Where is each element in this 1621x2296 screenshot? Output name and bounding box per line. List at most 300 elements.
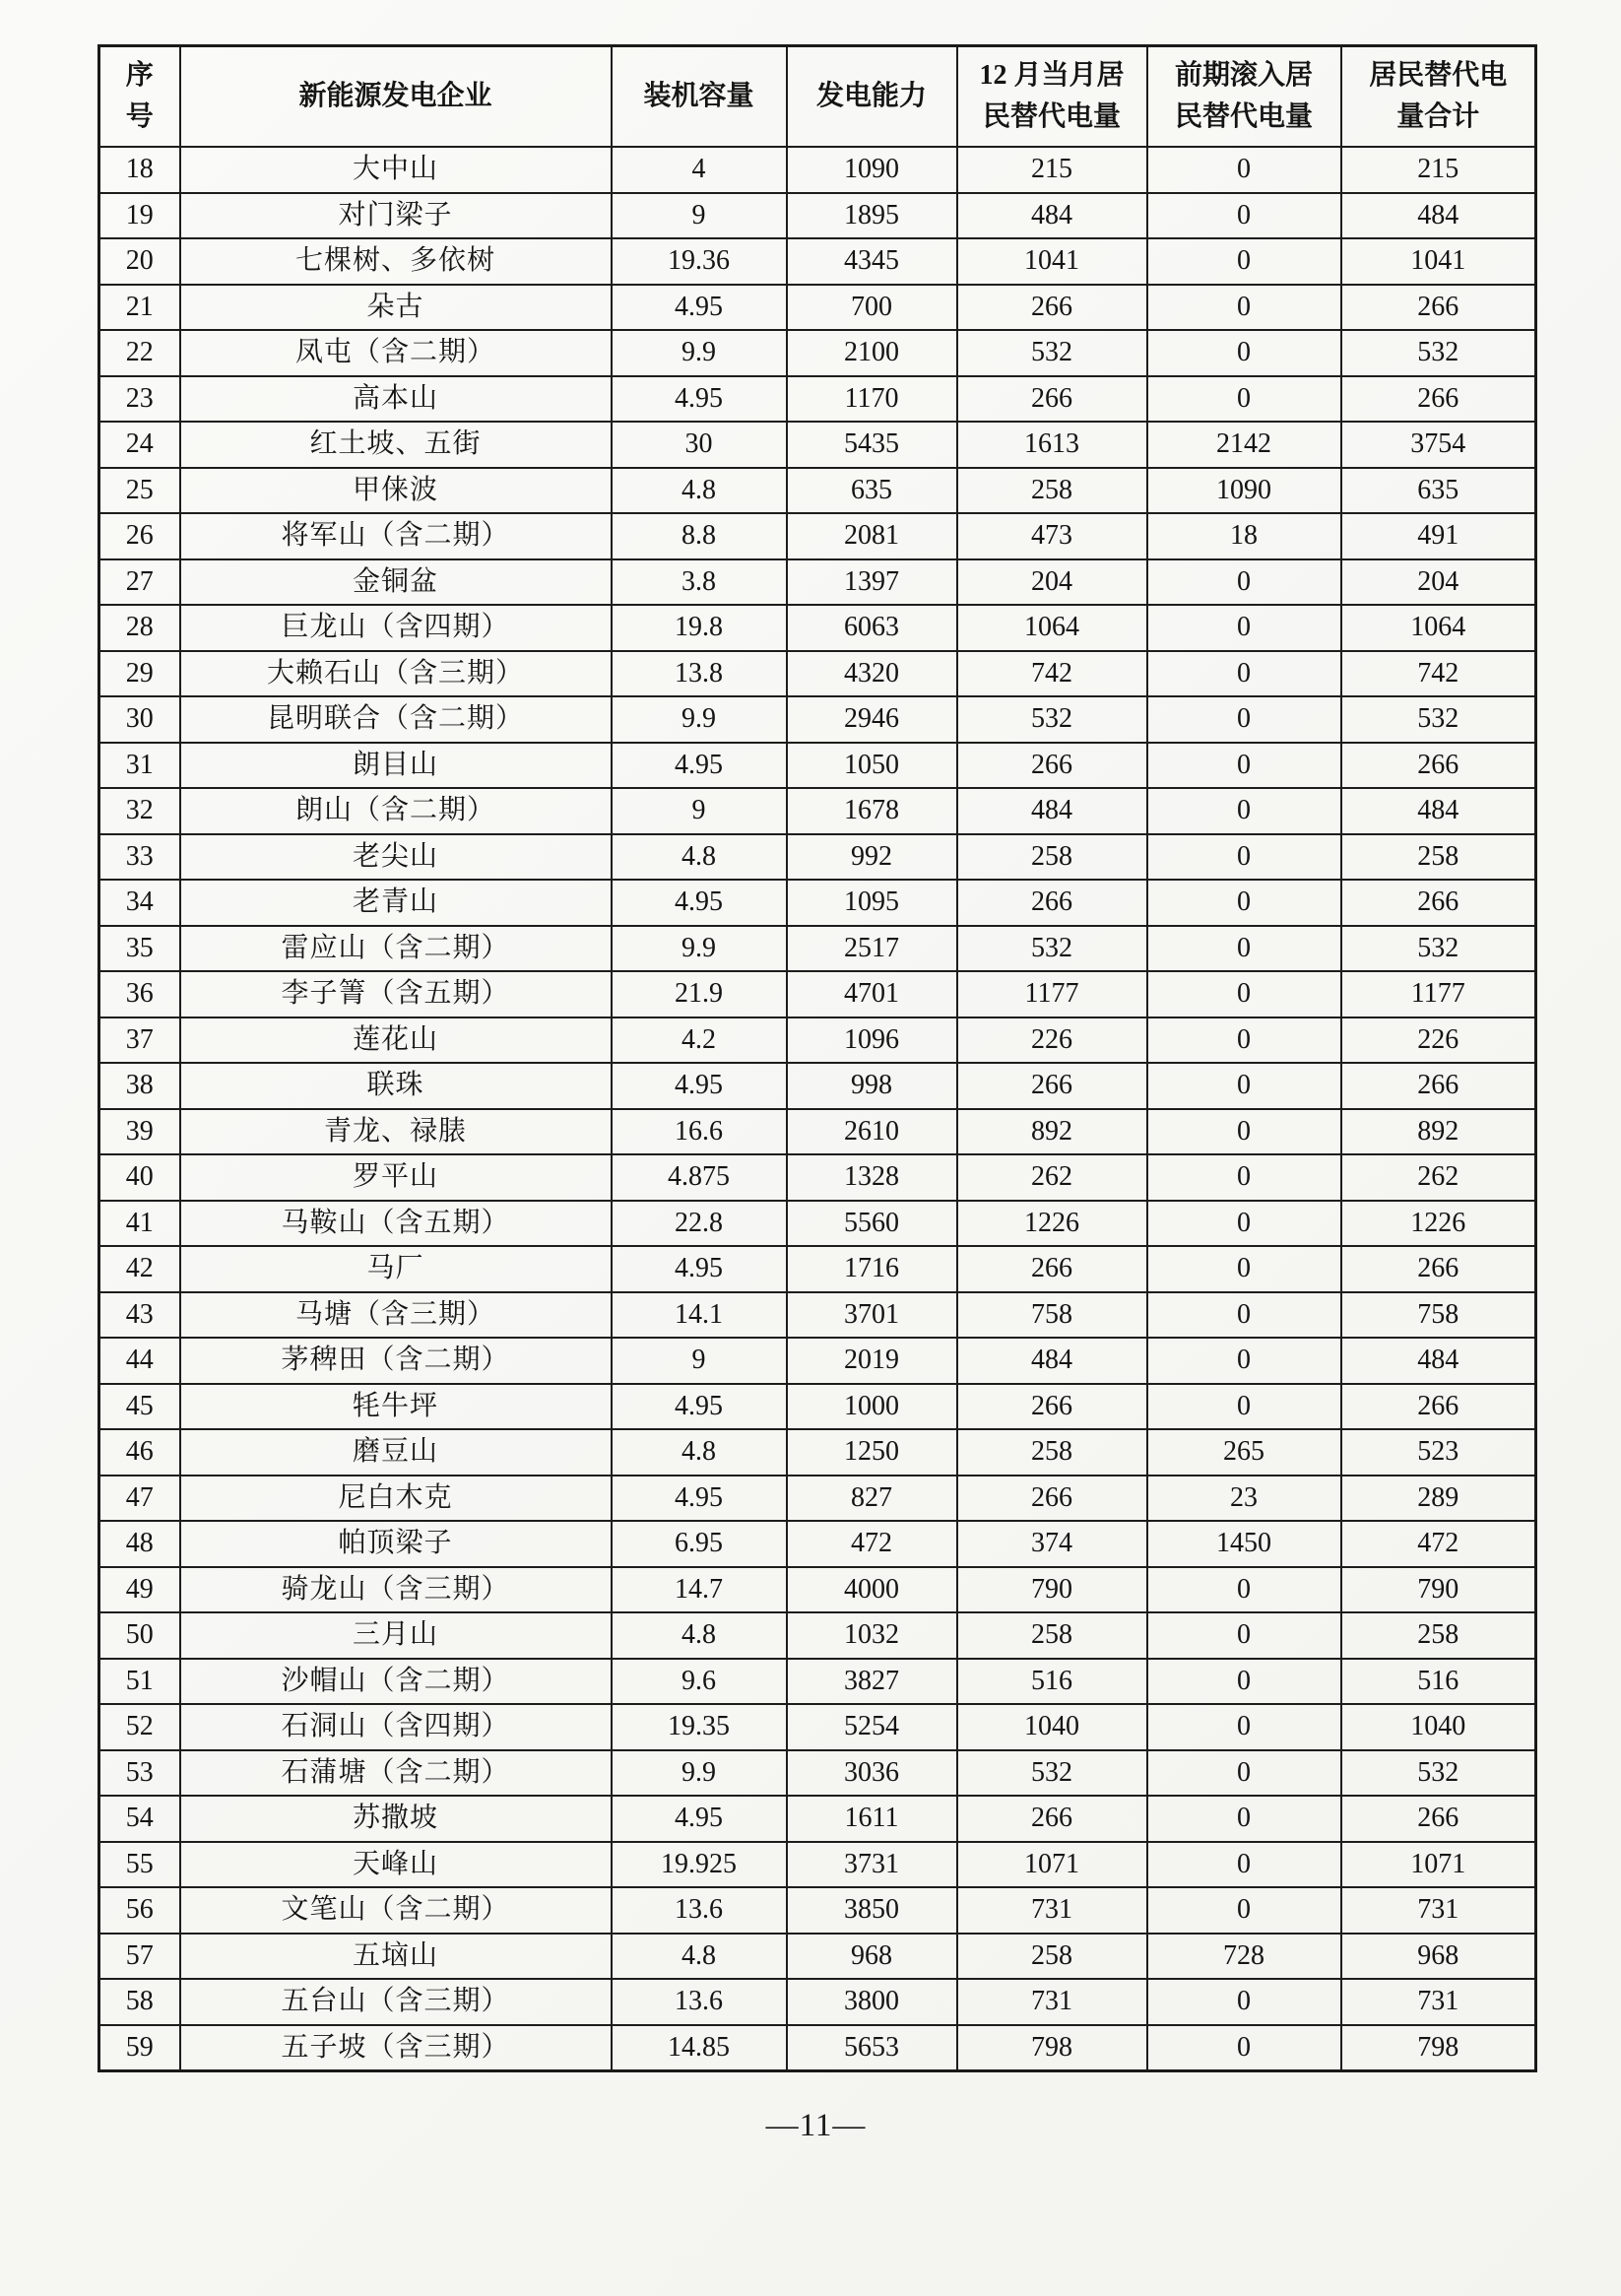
cell-generation-capability: 1328 [787, 1154, 957, 1201]
cell-generation-capability: 5560 [787, 1201, 957, 1247]
table-row [99, 285, 1536, 331]
cell-installed-capacity: 4.2 [612, 1017, 787, 1064]
cell-december-replacement: 258 [957, 1934, 1147, 1980]
cell-serial: 52 [99, 1704, 180, 1750]
cell-enterprise: 尼白木克 [180, 1476, 612, 1522]
cell-serial: 48 [99, 1521, 180, 1567]
cell-installed-capacity: 9.9 [612, 696, 787, 743]
cell-december-replacement: 473 [957, 513, 1147, 559]
table-row [99, 513, 1536, 559]
cell-generation-capability: 700 [787, 285, 957, 331]
table-row [99, 559, 1536, 606]
cell-installed-capacity: 19.35 [612, 1704, 787, 1750]
cell-generation-capability: 992 [787, 834, 957, 881]
cell-serial: 54 [99, 1796, 180, 1842]
cell-installed-capacity: 14.1 [612, 1292, 787, 1339]
cell-previous-rollin: 728 [1147, 1934, 1341, 1980]
table-row [99, 788, 1536, 834]
cell-replacement-total: 491 [1341, 513, 1536, 559]
cell-december-replacement: 374 [957, 1521, 1147, 1567]
cell-generation-capability: 472 [787, 1521, 957, 1567]
cell-serial: 35 [99, 926, 180, 972]
cell-generation-capability: 1095 [787, 880, 957, 926]
cell-enterprise: 沙帽山（含二期） [180, 1659, 612, 1705]
cell-serial: 32 [99, 788, 180, 834]
cell-serial: 44 [99, 1338, 180, 1384]
cell-replacement-total: 258 [1341, 834, 1536, 881]
cell-replacement-total: 1064 [1341, 605, 1536, 651]
cell-generation-capability: 1096 [787, 1017, 957, 1064]
cell-previous-rollin: 1090 [1147, 468, 1341, 514]
cell-installed-capacity: 9.9 [612, 1750, 787, 1797]
cell-december-replacement: 484 [957, 1338, 1147, 1384]
cell-previous-rollin: 23 [1147, 1476, 1341, 1522]
cell-enterprise: 巨龙山（含四期） [180, 605, 612, 651]
cell-serial: 37 [99, 1017, 180, 1064]
cell-december-replacement: 266 [957, 1476, 1147, 1522]
cell-enterprise: 老尖山 [180, 834, 612, 881]
cell-installed-capacity: 4.875 [612, 1154, 787, 1201]
cell-enterprise: 天峰山 [180, 1842, 612, 1888]
cell-previous-rollin: 0 [1147, 1384, 1341, 1430]
cell-generation-capability: 4320 [787, 651, 957, 697]
cell-enterprise: 朗目山 [180, 743, 612, 789]
cell-serial: 29 [99, 651, 180, 697]
header-row [99, 46, 1536, 148]
cell-installed-capacity: 30 [612, 422, 787, 468]
cell-serial: 47 [99, 1476, 180, 1522]
cell-previous-rollin: 0 [1147, 926, 1341, 972]
cell-december-replacement: 484 [957, 193, 1147, 239]
cell-replacement-total: 635 [1341, 468, 1536, 514]
cell-serial: 34 [99, 880, 180, 926]
table-row [99, 1292, 1536, 1339]
cell-enterprise: 朵古 [180, 285, 612, 331]
cell-previous-rollin: 0 [1147, 147, 1341, 193]
cell-serial: 33 [99, 834, 180, 881]
cell-serial: 49 [99, 1567, 180, 1613]
cell-enterprise: 大中山 [180, 147, 612, 193]
cell-enterprise: 文笔山（含二期） [180, 1887, 612, 1934]
cell-december-replacement: 266 [957, 880, 1147, 926]
cell-enterprise: 老青山 [180, 880, 612, 926]
table-row [99, 193, 1536, 239]
cell-serial: 53 [99, 1750, 180, 1797]
cell-generation-capability: 3731 [787, 1842, 957, 1888]
cell-previous-rollin: 0 [1147, 1704, 1341, 1750]
table-row [99, 743, 1536, 789]
cell-december-replacement: 1041 [957, 238, 1147, 285]
column-header-generation-capability: 发电能力 [787, 46, 957, 148]
cell-generation-capability: 998 [787, 1063, 957, 1109]
cell-replacement-total: 532 [1341, 1750, 1536, 1797]
cell-generation-capability: 3827 [787, 1659, 957, 1705]
cell-installed-capacity: 14.7 [612, 1567, 787, 1613]
cell-generation-capability: 635 [787, 468, 957, 514]
cell-previous-rollin: 0 [1147, 1201, 1341, 1247]
cell-generation-capability: 4345 [787, 238, 957, 285]
cell-enterprise: 七棵树、多依树 [180, 238, 612, 285]
cell-generation-capability: 1678 [787, 788, 957, 834]
table-row [99, 1704, 1536, 1750]
cell-generation-capability: 1397 [787, 559, 957, 606]
cell-enterprise: 高本山 [180, 376, 612, 423]
cell-previous-rollin: 0 [1147, 1612, 1341, 1659]
cell-previous-rollin: 0 [1147, 971, 1341, 1017]
cell-installed-capacity: 4.95 [612, 1246, 787, 1292]
cell-december-replacement: 266 [957, 1384, 1147, 1430]
cell-enterprise: 雷应山（含二期） [180, 926, 612, 972]
cell-serial: 42 [99, 1246, 180, 1292]
cell-generation-capability: 2610 [787, 1109, 957, 1155]
cell-previous-rollin: 0 [1147, 1292, 1341, 1339]
cell-replacement-total: 266 [1341, 1063, 1536, 1109]
cell-generation-capability: 4000 [787, 1567, 957, 1613]
table-row [99, 1521, 1536, 1567]
cell-replacement-total: 3754 [1341, 422, 1536, 468]
cell-serial: 22 [99, 330, 180, 376]
table-row [99, 926, 1536, 972]
cell-installed-capacity: 4.8 [612, 834, 787, 881]
cell-enterprise: 五子坡（含三期） [180, 2025, 612, 2071]
cell-replacement-total: 731 [1341, 1887, 1536, 1934]
cell-enterprise: 茅稗田（含二期） [180, 1338, 612, 1384]
cell-serial: 56 [99, 1887, 180, 1934]
cell-installed-capacity: 13.8 [612, 651, 787, 697]
column-header-enterprise: 新能源发电企业 [180, 46, 612, 148]
cell-december-replacement: 258 [957, 834, 1147, 881]
cell-installed-capacity: 3.8 [612, 559, 787, 606]
column-header-installed-capacity: 装机容量 [612, 46, 787, 148]
cell-previous-rollin: 0 [1147, 743, 1341, 789]
table-row [99, 834, 1536, 881]
table-row [99, 1659, 1536, 1705]
cell-installed-capacity: 19.8 [612, 605, 787, 651]
table-row [99, 1796, 1536, 1842]
cell-installed-capacity: 4.8 [612, 1612, 787, 1659]
cell-enterprise: 石蒲塘（含二期） [180, 1750, 612, 1797]
cell-december-replacement: 258 [957, 468, 1147, 514]
cell-december-replacement: 266 [957, 1796, 1147, 1842]
cell-replacement-total: 484 [1341, 193, 1536, 239]
cell-generation-capability: 2081 [787, 513, 957, 559]
table-row [99, 1384, 1536, 1430]
cell-serial: 18 [99, 147, 180, 193]
cell-generation-capability: 1090 [787, 147, 957, 193]
cell-replacement-total: 266 [1341, 1384, 1536, 1430]
page-number: —11— [765, 2108, 867, 2143]
cell-previous-rollin: 0 [1147, 2025, 1341, 2071]
cell-previous-rollin: 0 [1147, 1246, 1341, 1292]
table-row [99, 147, 1536, 193]
cell-generation-capability: 1050 [787, 743, 957, 789]
table-row [99, 1063, 1536, 1109]
cell-previous-rollin: 0 [1147, 376, 1341, 423]
replacement-electricity-table [97, 44, 1537, 2072]
cell-generation-capability: 827 [787, 1476, 957, 1522]
table-row [99, 1567, 1536, 1613]
cell-previous-rollin: 0 [1147, 1017, 1341, 1064]
cell-previous-rollin: 0 [1147, 1796, 1341, 1842]
cell-december-replacement: 758 [957, 1292, 1147, 1339]
cell-previous-rollin: 0 [1147, 1109, 1341, 1155]
cell-serial: 25 [99, 468, 180, 514]
cell-serial: 24 [99, 422, 180, 468]
cell-serial: 19 [99, 193, 180, 239]
cell-previous-rollin: 0 [1147, 1338, 1341, 1384]
cell-enterprise: 罗平山 [180, 1154, 612, 1201]
cell-installed-capacity: 19.925 [612, 1842, 787, 1888]
cell-replacement-total: 798 [1341, 2025, 1536, 2071]
cell-serial: 23 [99, 376, 180, 423]
cell-serial: 21 [99, 285, 180, 331]
cell-december-replacement: 262 [957, 1154, 1147, 1201]
cell-december-replacement: 258 [957, 1429, 1147, 1476]
cell-generation-capability: 6063 [787, 605, 957, 651]
cell-december-replacement: 266 [957, 376, 1147, 423]
cell-replacement-total: 484 [1341, 788, 1536, 834]
cell-enterprise: 石洞山（含四期） [180, 1704, 612, 1750]
column-header-december-replacement: 12 月当月居民替代电量 [957, 46, 1147, 148]
cell-previous-rollin: 0 [1147, 696, 1341, 743]
cell-generation-capability: 1032 [787, 1612, 957, 1659]
table-row [99, 1476, 1536, 1522]
cell-replacement-total: 731 [1341, 1979, 1536, 2025]
cell-replacement-total: 532 [1341, 926, 1536, 972]
cell-replacement-total: 266 [1341, 376, 1536, 423]
cell-generation-capability: 2019 [787, 1338, 957, 1384]
cell-generation-capability: 3800 [787, 1979, 957, 2025]
cell-replacement-total: 266 [1341, 743, 1536, 789]
table-row [99, 1246, 1536, 1292]
cell-serial: 46 [99, 1429, 180, 1476]
cell-december-replacement: 532 [957, 1750, 1147, 1797]
cell-replacement-total: 266 [1341, 1246, 1536, 1292]
cell-previous-rollin: 0 [1147, 1567, 1341, 1613]
cell-installed-capacity: 13.6 [612, 1979, 787, 2025]
cell-enterprise: 马塘（含三期） [180, 1292, 612, 1339]
cell-installed-capacity: 4.95 [612, 1476, 787, 1522]
table-row [99, 330, 1536, 376]
cell-enterprise: 马鞍山（含五期） [180, 1201, 612, 1247]
column-header-serial: 序号 [99, 46, 180, 148]
cell-installed-capacity: 9 [612, 788, 787, 834]
table-row [99, 1154, 1536, 1201]
table-row [99, 1979, 1536, 2025]
cell-replacement-total: 1226 [1341, 1201, 1536, 1247]
cell-replacement-total: 226 [1341, 1017, 1536, 1064]
cell-generation-capability: 5435 [787, 422, 957, 468]
cell-enterprise: 联珠 [180, 1063, 612, 1109]
cell-replacement-total: 892 [1341, 1109, 1536, 1155]
cell-serial: 40 [99, 1154, 180, 1201]
cell-enterprise: 三月山 [180, 1612, 612, 1659]
cell-replacement-total: 266 [1341, 880, 1536, 926]
cell-replacement-total: 215 [1341, 147, 1536, 193]
cell-december-replacement: 484 [957, 788, 1147, 834]
column-header-previous-rollin: 前期滚入居民替代电量 [1147, 46, 1341, 148]
cell-enterprise: 五垴山 [180, 1934, 612, 1980]
cell-installed-capacity: 16.6 [612, 1109, 787, 1155]
cell-installed-capacity: 9.9 [612, 926, 787, 972]
cell-december-replacement: 892 [957, 1109, 1147, 1155]
cell-previous-rollin: 0 [1147, 605, 1341, 651]
table-header [99, 46, 1536, 148]
cell-previous-rollin: 0 [1147, 559, 1341, 606]
table-row [99, 696, 1536, 743]
cell-previous-rollin: 0 [1147, 880, 1341, 926]
cell-previous-rollin: 0 [1147, 285, 1341, 331]
cell-serial: 59 [99, 2025, 180, 2071]
table-row [99, 376, 1536, 423]
cell-enterprise: 苏撒坡 [180, 1796, 612, 1842]
cell-serial: 45 [99, 1384, 180, 1430]
cell-enterprise: 金铜盆 [180, 559, 612, 606]
cell-installed-capacity: 14.85 [612, 2025, 787, 2071]
cell-enterprise: 对门梁子 [180, 193, 612, 239]
cell-installed-capacity: 4.8 [612, 468, 787, 514]
cell-december-replacement: 1071 [957, 1842, 1147, 1888]
cell-replacement-total: 523 [1341, 1429, 1536, 1476]
cell-generation-capability: 3701 [787, 1292, 957, 1339]
cell-serial: 58 [99, 1979, 180, 2025]
cell-december-replacement: 204 [957, 559, 1147, 606]
cell-generation-capability: 1170 [787, 376, 957, 423]
cell-replacement-total: 758 [1341, 1292, 1536, 1339]
cell-generation-capability: 968 [787, 1934, 957, 1980]
cell-generation-capability: 1611 [787, 1796, 957, 1842]
cell-december-replacement: 1064 [957, 605, 1147, 651]
table-row [99, 605, 1536, 651]
cell-previous-rollin: 2142 [1147, 422, 1341, 468]
cell-generation-capability: 1895 [787, 193, 957, 239]
cell-previous-rollin: 0 [1147, 1750, 1341, 1797]
cell-serial: 36 [99, 971, 180, 1017]
cell-december-replacement: 1226 [957, 1201, 1147, 1247]
cell-december-replacement: 532 [957, 926, 1147, 972]
cell-december-replacement: 742 [957, 651, 1147, 697]
cell-serial: 27 [99, 559, 180, 606]
cell-generation-capability: 1000 [787, 1384, 957, 1430]
table-row [99, 1201, 1536, 1247]
cell-serial: 26 [99, 513, 180, 559]
table-row [99, 1934, 1536, 1980]
cell-replacement-total: 1040 [1341, 1704, 1536, 1750]
cell-december-replacement: 516 [957, 1659, 1147, 1705]
cell-previous-rollin: 0 [1147, 1063, 1341, 1109]
cell-installed-capacity: 4.95 [612, 880, 787, 926]
cell-december-replacement: 266 [957, 1063, 1147, 1109]
cell-replacement-total: 532 [1341, 330, 1536, 376]
table-row [99, 880, 1536, 926]
table-row [99, 1612, 1536, 1659]
cell-serial: 55 [99, 1842, 180, 1888]
cell-december-replacement: 798 [957, 2025, 1147, 2071]
cell-replacement-total: 1177 [1341, 971, 1536, 1017]
cell-installed-capacity: 9 [612, 193, 787, 239]
table-row [99, 1750, 1536, 1797]
cell-serial: 28 [99, 605, 180, 651]
cell-serial: 50 [99, 1612, 180, 1659]
cell-generation-capability: 2517 [787, 926, 957, 972]
table-row [99, 468, 1536, 514]
cell-previous-rollin: 0 [1147, 834, 1341, 881]
cell-installed-capacity: 4.95 [612, 1063, 787, 1109]
cell-serial: 38 [99, 1063, 180, 1109]
cell-previous-rollin: 0 [1147, 1154, 1341, 1201]
cell-enterprise: 大赖石山（含三期） [180, 651, 612, 697]
cell-december-replacement: 266 [957, 743, 1147, 789]
cell-installed-capacity: 21.9 [612, 971, 787, 1017]
cell-previous-rollin: 0 [1147, 238, 1341, 285]
cell-december-replacement: 226 [957, 1017, 1147, 1064]
cell-replacement-total: 1071 [1341, 1842, 1536, 1888]
cell-replacement-total: 258 [1341, 1612, 1536, 1659]
cell-replacement-total: 289 [1341, 1476, 1536, 1522]
table-row [99, 238, 1536, 285]
cell-replacement-total: 742 [1341, 651, 1536, 697]
cell-replacement-total: 532 [1341, 696, 1536, 743]
cell-serial: 30 [99, 696, 180, 743]
table-row [99, 971, 1536, 1017]
cell-generation-capability: 2100 [787, 330, 957, 376]
table-row [99, 2025, 1536, 2071]
cell-december-replacement: 215 [957, 147, 1147, 193]
cell-previous-rollin: 18 [1147, 513, 1341, 559]
cell-generation-capability: 4701 [787, 971, 957, 1017]
cell-installed-capacity: 22.8 [612, 1201, 787, 1247]
cell-december-replacement: 532 [957, 696, 1147, 743]
cell-replacement-total: 204 [1341, 559, 1536, 606]
cell-installed-capacity: 8.8 [612, 513, 787, 559]
cell-replacement-total: 266 [1341, 1796, 1536, 1842]
cell-installed-capacity: 4.95 [612, 743, 787, 789]
cell-previous-rollin: 0 [1147, 651, 1341, 697]
cell-december-replacement: 1177 [957, 971, 1147, 1017]
cell-installed-capacity: 13.6 [612, 1887, 787, 1934]
table-row [99, 651, 1536, 697]
cell-serial: 41 [99, 1201, 180, 1247]
cell-enterprise: 磨豆山 [180, 1429, 612, 1476]
table-row [99, 1887, 1536, 1934]
cell-serial: 43 [99, 1292, 180, 1339]
cell-serial: 57 [99, 1934, 180, 1980]
cell-replacement-total: 472 [1341, 1521, 1536, 1567]
cell-enterprise: 牦牛坪 [180, 1384, 612, 1430]
cell-december-replacement: 731 [957, 1887, 1147, 1934]
cell-previous-rollin: 0 [1147, 1659, 1341, 1705]
cell-generation-capability: 1250 [787, 1429, 957, 1476]
cell-installed-capacity: 4.8 [612, 1934, 787, 1980]
cell-enterprise: 帕顶梁子 [180, 1521, 612, 1567]
cell-enterprise: 昆明联合（含二期） [180, 696, 612, 743]
cell-replacement-total: 266 [1341, 285, 1536, 331]
cell-installed-capacity: 9.6 [612, 1659, 787, 1705]
cell-replacement-total: 484 [1341, 1338, 1536, 1384]
cell-generation-capability: 5653 [787, 2025, 957, 2071]
cell-previous-rollin: 0 [1147, 330, 1341, 376]
table-row [99, 1429, 1536, 1476]
cell-december-replacement: 731 [957, 1979, 1147, 2025]
table-row [99, 422, 1536, 468]
table-row [99, 1109, 1536, 1155]
cell-replacement-total: 790 [1341, 1567, 1536, 1613]
cell-previous-rollin: 1450 [1147, 1521, 1341, 1567]
cell-generation-capability: 3850 [787, 1887, 957, 1934]
cell-serial: 39 [99, 1109, 180, 1155]
cell-serial: 20 [99, 238, 180, 285]
cell-enterprise: 骑龙山（含三期） [180, 1567, 612, 1613]
